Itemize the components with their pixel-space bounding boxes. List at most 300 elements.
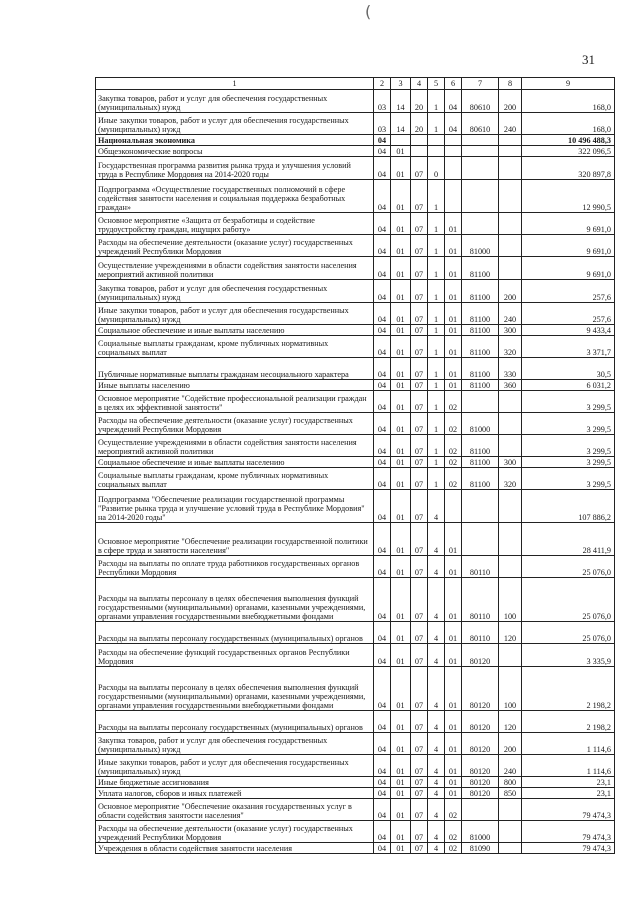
cell-subsection: 01	[391, 413, 411, 435]
table-row	[96, 90, 615, 113]
cell-expense-type: 300	[499, 457, 522, 468]
cell-event: 01	[445, 556, 462, 578]
cell-program: 07	[411, 556, 428, 578]
table-row	[96, 788, 615, 799]
cell-expense-type: 800	[499, 777, 522, 788]
cell-expense-type: 200	[499, 90, 522, 113]
row-name: Социальное обеспечение и иные выплаты населению	[96, 325, 374, 336]
header-col-2: 2	[374, 78, 391, 90]
cell-amount: 30,5	[522, 358, 615, 380]
cell-section: 04	[374, 413, 391, 435]
cell-amount: 168,0	[522, 113, 615, 135]
cell-subprogram: 4	[428, 821, 445, 843]
cell-amount: 1 114,6	[522, 755, 615, 777]
cell-subsection: 01	[391, 556, 411, 578]
row-name: Основное мероприятие "Обеспечение реализации государственной политики в сфере труда и занятости населения"	[96, 523, 374, 556]
cell-direction: 81100	[462, 280, 499, 303]
cell-subsection: 01	[391, 280, 411, 303]
cell-subprogram: 4	[428, 490, 445, 523]
row-name: Иные закупки товаров, работ и услуг для обеспечения государственных (муниципальных) нужд	[96, 303, 374, 325]
cell-section: 04	[374, 490, 391, 523]
cell-amount: 3 299,5	[522, 413, 615, 435]
cell-direction: 81100	[462, 468, 499, 490]
cell-event: 01	[445, 777, 462, 788]
cell-subsection: 01	[391, 777, 411, 788]
cell-amount: 25 076,0	[522, 578, 615, 622]
cell-expense-type: 320	[499, 468, 522, 490]
cell-subprogram: 4	[428, 556, 445, 578]
cell-event	[445, 157, 462, 180]
header-col-1: 1	[96, 78, 374, 90]
cell-event: 01	[445, 336, 462, 358]
cell-event: 02	[445, 799, 462, 821]
table-row	[96, 391, 615, 413]
row-name: Уплата налогов, сборов и иных платежей	[96, 788, 374, 799]
cell-expense-type: 120	[499, 711, 522, 733]
cell-subprogram: 4	[428, 777, 445, 788]
cell-program: 07	[411, 788, 428, 799]
cell-subsection: 14	[391, 90, 411, 113]
cell-amount: 79 474,3	[522, 843, 615, 854]
cell-event: 01	[445, 578, 462, 622]
cell-amount: 1 114,6	[522, 733, 615, 755]
cell-direction: 80120	[462, 711, 499, 733]
header-col-8: 8	[499, 78, 522, 90]
cell-subprogram: 4	[428, 667, 445, 711]
cell-event: 01	[445, 235, 462, 257]
cell-expense-type	[499, 135, 522, 146]
table-row	[96, 113, 615, 135]
cell-expense-type	[499, 523, 522, 556]
row-name: Социальные выплаты гражданам, кроме публичных нормативных социальных выплат	[96, 336, 374, 358]
cell-direction: 81100	[462, 336, 499, 358]
row-name: Социальное обеспечение и иные выплаты населению	[96, 457, 374, 468]
table-row	[96, 358, 615, 380]
cell-amount: 10 496 488,3	[522, 135, 615, 146]
cell-amount: 79 474,3	[522, 799, 615, 821]
cell-section: 04	[374, 788, 391, 799]
table-row	[96, 711, 615, 733]
cell-subprogram: 1	[428, 380, 445, 391]
cell-amount: 3 299,5	[522, 457, 615, 468]
cell-amount: 9 433,4	[522, 325, 615, 336]
cell-subsection: 01	[391, 435, 411, 457]
cell-program: 07	[411, 358, 428, 380]
cell-amount: 257,6	[522, 280, 615, 303]
table-row	[96, 336, 615, 358]
cell-subprogram: 4	[428, 523, 445, 556]
table-row	[96, 755, 615, 777]
row-name: Учреждения в области содействия занятости населения	[96, 843, 374, 854]
row-name: Расходы на обеспечение функций государственных органов Республики Мордовия	[96, 644, 374, 667]
table-row	[96, 644, 615, 667]
cell-section: 04	[374, 135, 391, 146]
cell-direction: 81090	[462, 843, 499, 854]
cell-section: 04	[374, 799, 391, 821]
cell-direction: 80120	[462, 755, 499, 777]
cell-direction: 81000	[462, 821, 499, 843]
cell-event: 02	[445, 468, 462, 490]
header-col-9: 9	[522, 78, 615, 90]
cell-program: 07	[411, 578, 428, 622]
cell-subsection: 01	[391, 843, 411, 854]
cell-event: 02	[445, 457, 462, 468]
cell-event: 01	[445, 257, 462, 280]
cell-expense-type: 850	[499, 788, 522, 799]
row-name: Расходы на обеспечение деятельности (оказание услуг) государственных учреждений Республики Мордовия	[96, 235, 374, 257]
cell-subprogram	[428, 146, 445, 157]
row-name: Государственная программа развития рынка труда и улучшения условий труда в Республике Мордовия на 2014-2020 годы	[96, 157, 374, 180]
cell-section: 04	[374, 380, 391, 391]
cell-event	[445, 146, 462, 157]
cell-expense-type: 300	[499, 325, 522, 336]
cell-event: 01	[445, 667, 462, 711]
cell-program: 07	[411, 380, 428, 391]
cell-program	[411, 135, 428, 146]
cell-section: 04	[374, 435, 391, 457]
cell-direction	[462, 523, 499, 556]
row-name: Закупка товаров, работ и услуг для обеспечения государственных (муниципальных) нужд	[96, 280, 374, 303]
cell-section: 04	[374, 457, 391, 468]
cell-event: 01	[445, 303, 462, 325]
cell-expense-type	[499, 413, 522, 435]
header-col-5: 5	[428, 78, 445, 90]
cell-subprogram: 0	[428, 157, 445, 180]
cell-subsection: 01	[391, 336, 411, 358]
table-row	[96, 468, 615, 490]
cell-subprogram: 1	[428, 325, 445, 336]
row-name: Национальная экономика	[96, 135, 374, 146]
cell-expense-type	[499, 799, 522, 821]
row-name: Основное мероприятие "Содействие профессиональной реализации граждан в целях их эффективной занятости"	[96, 391, 374, 413]
header-col-6: 6	[445, 78, 462, 90]
cell-expense-type	[499, 157, 522, 180]
cell-direction: 81100	[462, 457, 499, 468]
table-row	[96, 257, 615, 280]
cell-expense-type	[499, 490, 522, 523]
cell-program: 20	[411, 90, 428, 113]
table-row	[96, 235, 615, 257]
cell-section: 04	[374, 843, 391, 854]
cell-amount: 257,6	[522, 303, 615, 325]
cell-event: 02	[445, 413, 462, 435]
cell-section: 04	[374, 622, 391, 644]
cell-section: 04	[374, 821, 391, 843]
cell-subsection: 01	[391, 303, 411, 325]
cell-program: 07	[411, 157, 428, 180]
cell-subsection: 01	[391, 490, 411, 523]
cell-event: 01	[445, 622, 462, 644]
cell-program: 07	[411, 280, 428, 303]
table-row	[96, 490, 615, 523]
cell-amount: 23,1	[522, 777, 615, 788]
cell-subprogram: 1	[428, 457, 445, 468]
cell-section: 04	[374, 280, 391, 303]
cell-subprogram: 4	[428, 755, 445, 777]
cell-direction: 80610	[462, 113, 499, 135]
cell-program: 07	[411, 180, 428, 213]
row-name: Закупка товаров, работ и услуг для обеспечения государственных (муниципальных) нужд	[96, 733, 374, 755]
cell-subsection: 01	[391, 578, 411, 622]
table-row	[96, 457, 615, 468]
table-body	[96, 90, 615, 854]
cell-direction	[462, 157, 499, 180]
cell-event: 04	[445, 113, 462, 135]
cell-program: 07	[411, 336, 428, 358]
cell-subsection: 01	[391, 146, 411, 157]
cell-section: 04	[374, 644, 391, 667]
cell-section: 04	[374, 777, 391, 788]
cell-section: 04	[374, 157, 391, 180]
row-name: Расходы на выплаты персоналу государственных (муниципальных) органов	[96, 622, 374, 644]
cell-expense-type	[499, 821, 522, 843]
table-row	[96, 556, 615, 578]
table-row	[96, 799, 615, 821]
cell-expense-type: 320	[499, 336, 522, 358]
cell-subsection: 01	[391, 468, 411, 490]
cell-direction: 80120	[462, 667, 499, 711]
cell-subsection: 14	[391, 113, 411, 135]
cell-expense-type	[499, 435, 522, 457]
cell-section: 04	[374, 556, 391, 578]
cell-expense-type	[499, 644, 522, 667]
cell-section: 04	[374, 358, 391, 380]
cell-direction	[462, 135, 499, 146]
row-name: Публичные нормативные выплаты гражданам несоциального характера	[96, 358, 374, 380]
cell-program: 07	[411, 213, 428, 235]
cell-subprogram: 1	[428, 235, 445, 257]
cell-subprogram: 4	[428, 843, 445, 854]
cell-section: 03	[374, 90, 391, 113]
row-name: Расходы на выплаты персоналу государственных (муниципальных) органов	[96, 711, 374, 733]
cell-amount: 25 076,0	[522, 622, 615, 644]
cell-expense-type: 100	[499, 578, 522, 622]
cell-program: 07	[411, 523, 428, 556]
table-row	[96, 622, 615, 644]
cell-subprogram: 1	[428, 280, 445, 303]
cell-direction: 80110	[462, 622, 499, 644]
cell-event: 02	[445, 821, 462, 843]
cell-program: 07	[411, 622, 428, 644]
cell-event: 02	[445, 843, 462, 854]
cell-section: 04	[374, 180, 391, 213]
cell-section: 04	[374, 711, 391, 733]
row-name: Основное мероприятие «Защита от безработицы и содействие трудоустройству граждан, ищущих работу»	[96, 213, 374, 235]
header-col-7: 7	[462, 78, 499, 90]
cell-direction: 81100	[462, 257, 499, 280]
table-row	[96, 777, 615, 788]
row-name: Осуществление учреждениями в области содействия занятости населения мероприятий активной политики	[96, 435, 374, 457]
row-name: Подпрограмма "Обеспечение реализации государственной программы "Развитие рынка труда и улучшение условий труда в Республике Мордовия" на 2014-2020 годы"	[96, 490, 374, 523]
cell-direction: 81100	[462, 303, 499, 325]
cell-program: 07	[411, 391, 428, 413]
table-row	[96, 843, 615, 854]
cell-subprogram: 1	[428, 113, 445, 135]
cell-subprogram: 4	[428, 622, 445, 644]
cell-direction: 80120	[462, 733, 499, 755]
table-row	[96, 325, 615, 336]
table-row	[96, 667, 615, 711]
cell-subsection: 01	[391, 788, 411, 799]
cell-amount: 9 691,0	[522, 257, 615, 280]
cell-subsection: 01	[391, 711, 411, 733]
table-row	[96, 578, 615, 622]
cell-direction: 80120	[462, 644, 499, 667]
cell-expense-type	[499, 556, 522, 578]
cell-section: 04	[374, 146, 391, 157]
table-header-row	[96, 78, 615, 90]
cell-section: 04	[374, 578, 391, 622]
cell-program: 07	[411, 843, 428, 854]
cell-subsection: 01	[391, 358, 411, 380]
table-row	[96, 821, 615, 843]
cell-direction: 81100	[462, 325, 499, 336]
row-name: Расходы на обеспечение деятельности (оказание услуг) государственных учреждений Республики Мордовия	[96, 413, 374, 435]
cell-direction: 80110	[462, 578, 499, 622]
cell-event: 01	[445, 358, 462, 380]
cell-event: 01	[445, 755, 462, 777]
cell-subprogram: 1	[428, 180, 445, 213]
cell-event: 01	[445, 711, 462, 733]
cell-event: 02	[445, 391, 462, 413]
cell-expense-type	[499, 180, 522, 213]
cell-direction	[462, 146, 499, 157]
cell-expense-type	[499, 843, 522, 854]
cell-direction	[462, 391, 499, 413]
cell-direction: 80120	[462, 777, 499, 788]
cell-subsection: 01	[391, 257, 411, 280]
cell-section: 04	[374, 391, 391, 413]
cell-subprogram: 4	[428, 799, 445, 821]
cell-amount: 107 886,2	[522, 490, 615, 523]
cell-section: 04	[374, 257, 391, 280]
cell-section: 04	[374, 733, 391, 755]
cell-expense-type: 120	[499, 622, 522, 644]
cell-program: 07	[411, 457, 428, 468]
cell-amount: 322 096,5	[522, 146, 615, 157]
cell-expense-type: 200	[499, 280, 522, 303]
cell-amount: 79 474,3	[522, 821, 615, 843]
table-row	[96, 303, 615, 325]
table-row	[96, 157, 615, 180]
budget-table	[95, 77, 615, 854]
cell-program: 07	[411, 413, 428, 435]
cell-expense-type	[499, 391, 522, 413]
cell-expense-type: 240	[499, 755, 522, 777]
cell-subprogram: 1	[428, 413, 445, 435]
cell-amount: 3 299,5	[522, 468, 615, 490]
cell-amount: 3 299,5	[522, 391, 615, 413]
cell-direction	[462, 180, 499, 213]
cell-subprogram	[428, 135, 445, 146]
cell-amount: 6 031,2	[522, 380, 615, 391]
cell-expense-type: 330	[499, 358, 522, 380]
cell-subprogram: 4	[428, 644, 445, 667]
cell-subprogram: 1	[428, 303, 445, 325]
cell-expense-type: 100	[499, 667, 522, 711]
cell-subsection: 01	[391, 821, 411, 843]
row-name: Иные закупки товаров, работ и услуг для обеспечения государственных (муниципальных) нужд	[96, 113, 374, 135]
cell-program: 07	[411, 667, 428, 711]
cell-section: 04	[374, 755, 391, 777]
cell-event: 01	[445, 523, 462, 556]
table-row	[96, 413, 615, 435]
cell-subprogram: 4	[428, 578, 445, 622]
scan-mark: (	[365, 2, 372, 21]
row-name: Иные бюджетные ассигнования	[96, 777, 374, 788]
row-name: Расходы на выплаты по оплате труда работников государственных органов Республики Мордовия	[96, 556, 374, 578]
cell-subprogram: 1	[428, 468, 445, 490]
table-row	[96, 135, 615, 146]
cell-amount: 12 990,5	[522, 180, 615, 213]
cell-section: 04	[374, 325, 391, 336]
cell-subsection: 01	[391, 235, 411, 257]
cell-event: 02	[445, 435, 462, 457]
table-row	[96, 380, 615, 391]
row-name: Осуществление учреждениями в области содействия занятости населения мероприятий активной политики	[96, 257, 374, 280]
cell-subprogram: 4	[428, 733, 445, 755]
cell-subsection: 01	[391, 755, 411, 777]
cell-direction: 81000	[462, 235, 499, 257]
cell-expense-type	[499, 257, 522, 280]
row-name: Расходы на обеспечение деятельности (оказание услуг) государственных учреждений Республики Мордовия	[96, 821, 374, 843]
cell-subprogram: 1	[428, 336, 445, 358]
cell-program: 20	[411, 113, 428, 135]
cell-event: 04	[445, 90, 462, 113]
cell-amount: 25 076,0	[522, 556, 615, 578]
cell-amount: 2 198,2	[522, 667, 615, 711]
cell-direction	[462, 213, 499, 235]
cell-section: 04	[374, 523, 391, 556]
cell-subprogram: 1	[428, 358, 445, 380]
row-name: Закупка товаров, работ и услуг для обеспечения государственных (муниципальных) нужд	[96, 90, 374, 113]
cell-program	[411, 146, 428, 157]
cell-event: 01	[445, 280, 462, 303]
cell-subsection: 01	[391, 799, 411, 821]
cell-direction	[462, 490, 499, 523]
header-col-3: 3	[391, 78, 411, 90]
table-row	[96, 435, 615, 457]
cell-subprogram: 4	[428, 788, 445, 799]
table-row	[96, 280, 615, 303]
cell-program: 07	[411, 257, 428, 280]
cell-program: 07	[411, 435, 428, 457]
cell-event: 01	[445, 325, 462, 336]
cell-direction: 81000	[462, 413, 499, 435]
cell-expense-type: 360	[499, 380, 522, 391]
cell-program: 07	[411, 777, 428, 788]
cell-expense-type	[499, 213, 522, 235]
cell-subsection: 01	[391, 380, 411, 391]
cell-subsection: 01	[391, 523, 411, 556]
cell-amount: 168,0	[522, 90, 615, 113]
header-col-4: 4	[411, 78, 428, 90]
cell-expense-type	[499, 235, 522, 257]
table-row	[96, 180, 615, 213]
cell-section: 04	[374, 667, 391, 711]
cell-expense-type	[499, 146, 522, 157]
table-row	[96, 213, 615, 235]
cell-direction: 81100	[462, 380, 499, 391]
row-name: Расходы на выплаты персоналу в целях обеспечения выполнения функций государственными (муниципальными) органами, казенными учреждениями, органами управления государственными внебюджетными фондами	[96, 667, 374, 711]
cell-program: 07	[411, 325, 428, 336]
page-number: 31	[582, 52, 595, 67]
cell-expense-type: 240	[499, 113, 522, 135]
cell-subprogram: 4	[428, 711, 445, 733]
cell-program: 07	[411, 644, 428, 667]
cell-direction: 81100	[462, 358, 499, 380]
row-name: Расходы на выплаты персоналу в целях обеспечения выполнения функций государственными (муниципальными) органами, казенными учреждениями, органами управления государственными внебюджетными фондами	[96, 578, 374, 622]
